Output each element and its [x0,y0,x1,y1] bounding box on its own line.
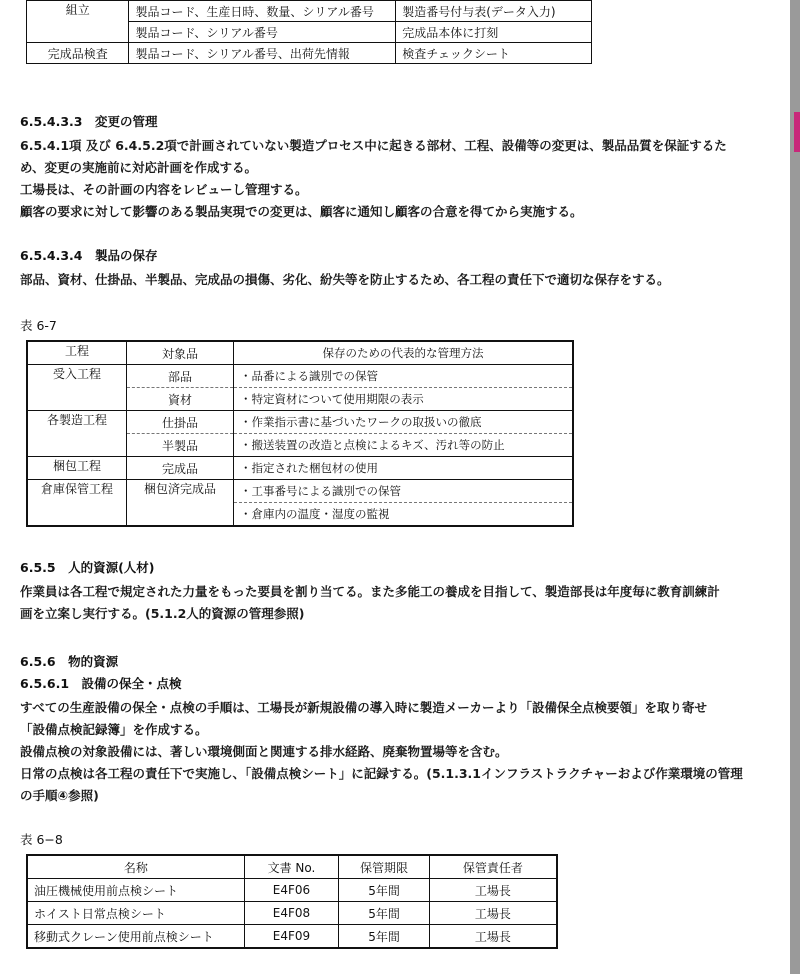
table-header-row [27,855,557,879]
name-cell: 移動式クレーン使用前点検シート [27,925,244,949]
paragraph-line: 6.5.4.1項 及び 6.4.5.2項で計画されていない製造プロセス中に起きる部材、工程、設備等の変更は、製品品質を保証するた [20,138,727,153]
table-row [27,365,573,388]
table-header-row [27,341,573,365]
doc-no-cell: E4F09 [244,925,339,949]
name-cell: ホイスト日常点検シート [27,902,244,925]
process-cell: 受入工程 [27,365,127,411]
method-cell: ・特定資材について使用期限の表示 [234,388,574,411]
record-cell: 検査チェックシート [396,43,592,64]
table-row [27,457,573,480]
item-cell: 完成品 [127,457,234,480]
record-cell: 製造番号付与表(データ入力) [396,1,592,22]
section-heading-change-control: 6.5.4.3.3 変更の管理 [20,114,158,129]
section-heading-human-resources: 6.5.5 人的資源(人材) [20,560,155,575]
info-cell: 製品コード、生産日時、数量、シリアル番号 [129,1,396,22]
inspection-records-table [26,854,558,949]
period-cell: 5年間 [339,879,430,902]
table-row [27,411,573,434]
preservation-table [26,340,574,527]
item-cell: 梱包済完成品 [127,480,234,527]
info-cell: 製品コード、シリアル番号、出荷先情報 [129,43,396,64]
header-doc-no: 文書 No. [244,855,339,879]
section-heading-preservation: 6.5.4.3.4 製品の保存 [20,248,158,263]
item-cell: 仕掛品 [127,411,234,434]
table-row [27,480,573,503]
paragraph-line: 「設備点検記録簿」を作成する。 [20,722,208,737]
header-name: 名称 [27,855,244,879]
owner-cell: 工場長 [429,879,557,902]
paragraph-line: 工場長は、その計画の内容をレビューし管理する。 [20,182,308,197]
doc-no-cell: E4F08 [244,902,339,925]
method-cell: ・品番による識別での保管 [234,365,574,388]
period-cell: 5年間 [339,902,430,925]
method-cell: ・工事番号による識別での保管 [234,480,574,503]
traceability-table [26,0,592,64]
process-cell: 倉庫保管工程 [27,480,127,527]
paragraph-line: の手順④参照) [20,788,99,803]
paragraph-line: 顧客の要求に対して影響のある製品実現での変更は、顧客に通知し顧客の合意を得てから実施する。 [20,204,583,219]
item-cell: 半製品 [127,434,234,457]
item-cell: 部品 [127,365,234,388]
method-cell: ・倉庫内の温度・湿度の監視 [234,503,574,527]
section-heading-physical-resources: 6.5.6 物的資源 [20,654,119,669]
subsection-heading-maintenance: 6.5.6.1 設備の保全・点検 [20,676,182,691]
paragraph-line: 画を立案し実行する。(5.1.2人的資源の管理参照) [20,606,305,621]
method-cell: ・作業指示書に基づいたワークの取扱いの徹底 [234,411,574,434]
process-cell: 完成品検査 [27,43,129,64]
table-row [27,1,592,22]
table-row [27,925,557,949]
table-row [27,879,557,902]
method-cell: ・搬送装置の改造と点検によるキズ、汚れ等の防止 [234,434,574,457]
paragraph-line: 部品、資材、仕掛品、半製品、完成品の損傷、劣化、紛失等を防止するため、各工程の責任下で適切な保存をする。 [20,272,670,287]
paragraph-line: 設備点検の対象設備には、著しい環境側面と関連する排水経路、廃棄物置場等を含む。 [20,744,508,759]
process-cell: 組立 [27,1,129,43]
header-method: 保存のための代表的な管理方法 [234,341,574,365]
method-cell: ・指定された梱包材の使用 [234,457,574,480]
owner-cell: 工場長 [429,925,557,949]
header-item: 対象品 [127,341,234,365]
header-owner: 保管責任者 [429,855,557,879]
table-row [27,43,592,64]
table-row [27,902,557,925]
header-period: 保管期限 [339,855,430,879]
doc-no-cell: E4F06 [244,879,339,902]
owner-cell: 工場長 [429,902,557,925]
process-cell: 梱包工程 [27,457,127,480]
table-caption: 表 6−8 [20,832,63,847]
paragraph-line: め、変更の実施前に対応計画を作成する。 [20,160,258,175]
paragraph-line: 作業員は各工程で規定された力量をもった要員を割り当てる。また多能工の養成を目指して、製造部長は年度毎に教育訓練計 [20,584,720,599]
page-edge-marker [794,112,800,152]
name-cell: 油圧機械使用前点検シート [27,879,244,902]
period-cell: 5年間 [339,925,430,949]
item-cell: 資材 [127,388,234,411]
record-cell: 完成品本体に打刻 [396,22,592,43]
header-process: 工程 [27,341,127,365]
process-cell: 各製造工程 [27,411,127,457]
info-cell: 製品コード、シリアル番号 [129,22,396,43]
paragraph-line: すべての生産設備の保全・点検の手順は、工場長が新規設備の導入時に製造メーカーより「設備保全点検要領」を取り寄せ [20,700,708,715]
table-caption: 表 6-7 [20,318,57,333]
paragraph-line: 日常の点検は各工程の責任下で実施し、「設備点検シート」に記録する。(5.1.3.1インフラストラクチャーおよび作業環境の管理 [20,766,743,781]
